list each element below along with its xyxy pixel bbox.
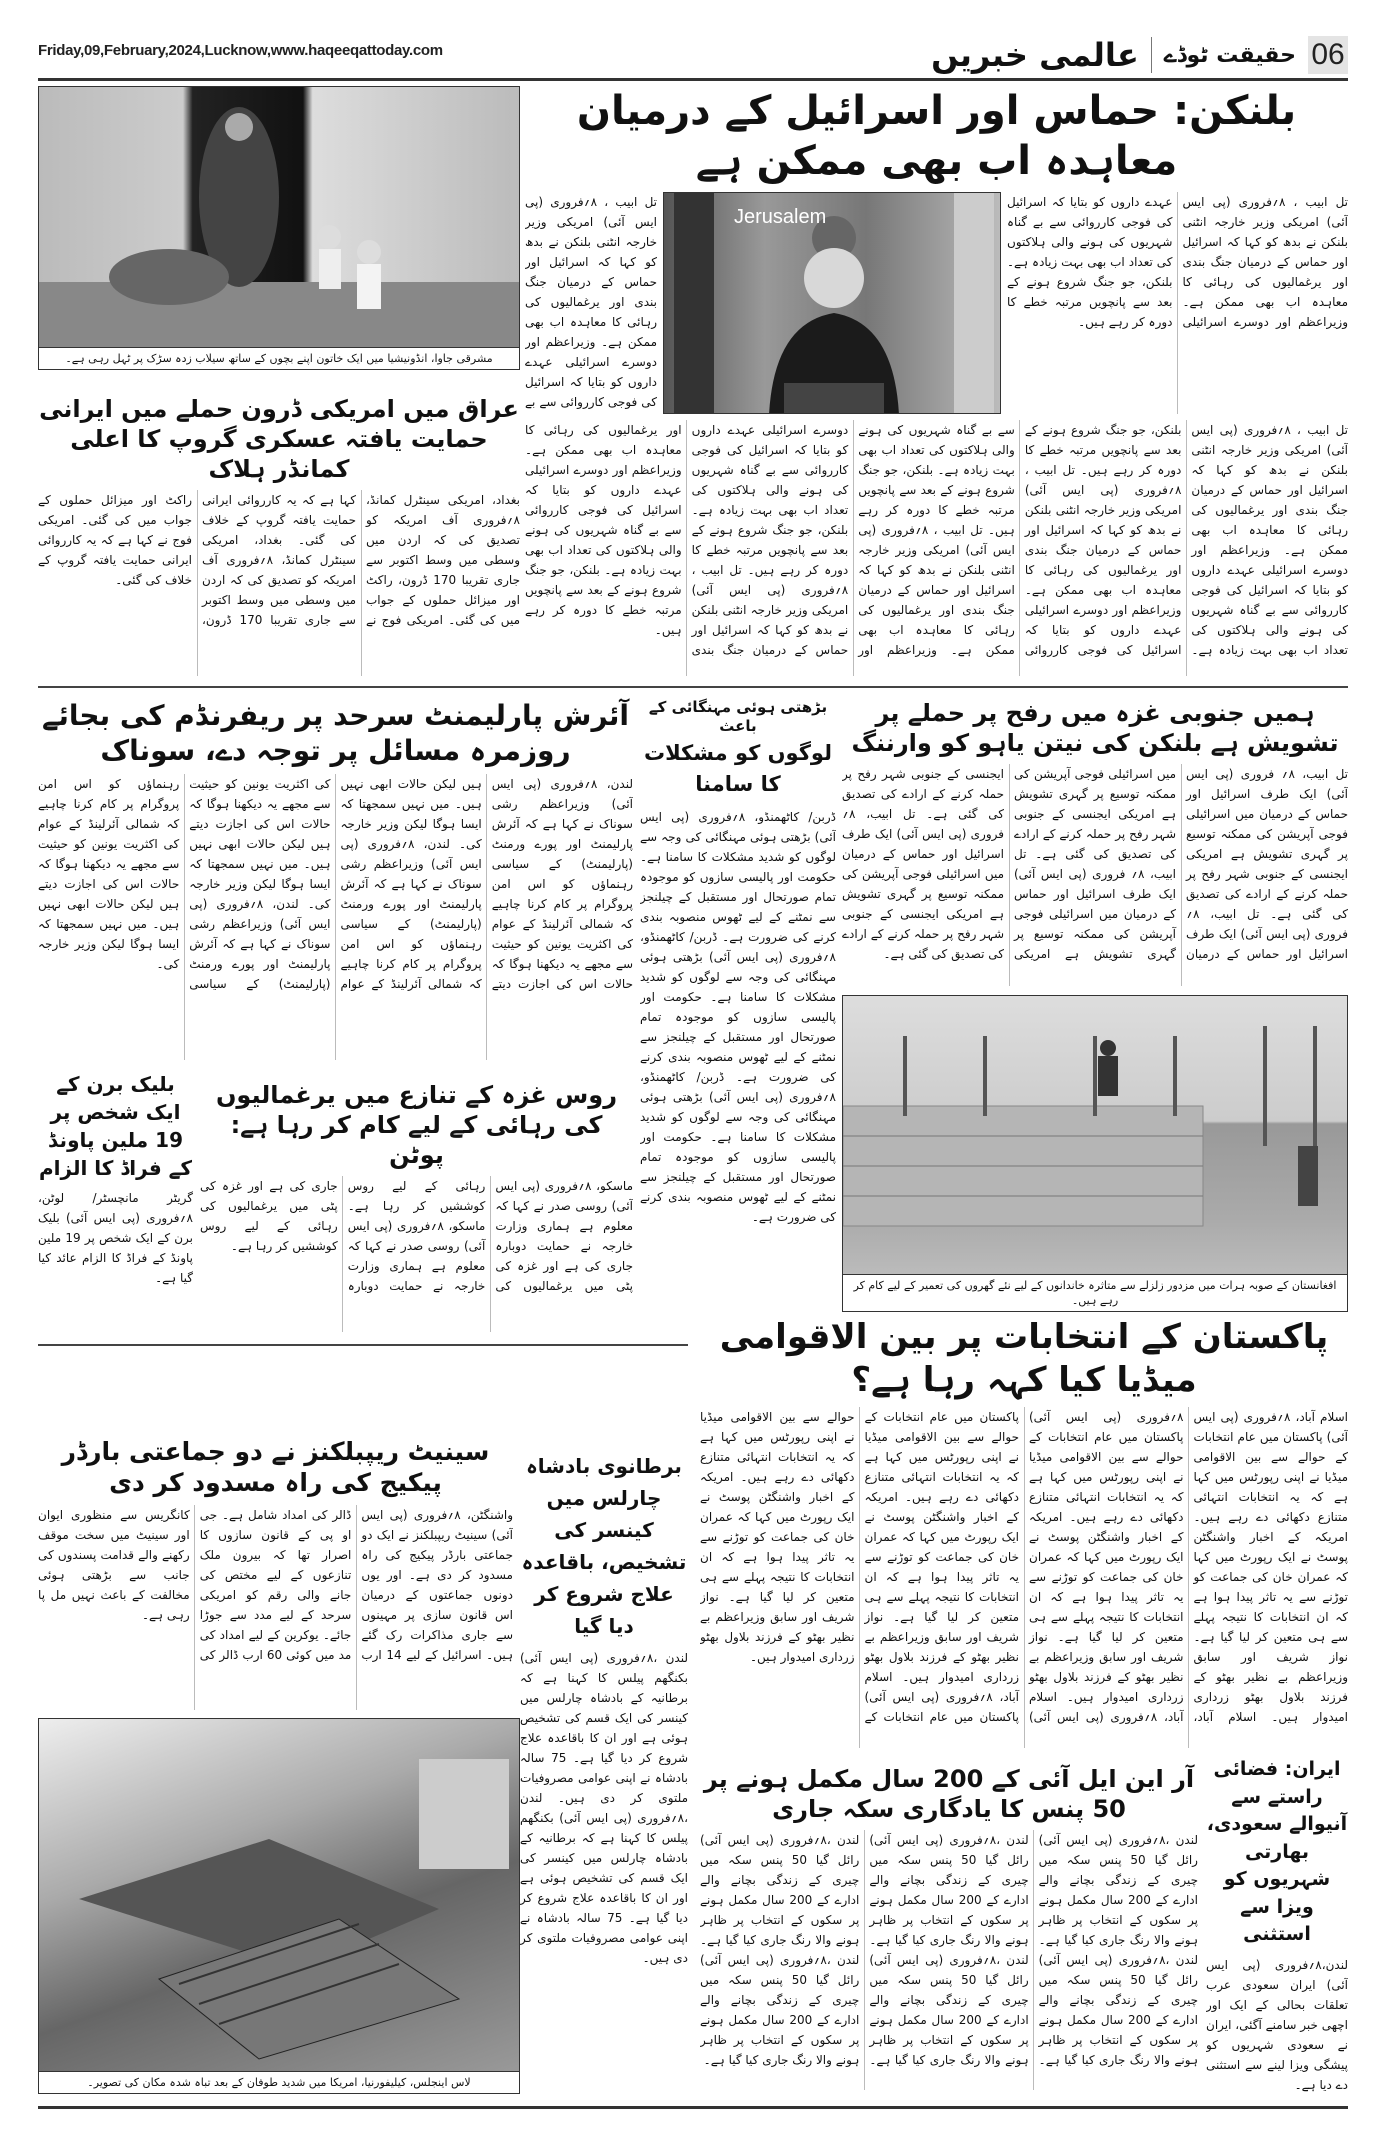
flood-photo-illustration <box>39 87 520 348</box>
iraq-article <box>38 394 520 676</box>
section-rule-1 <box>38 686 1348 688</box>
blackburn-article <box>38 1070 193 1334</box>
dateline: Friday,09,February,2024,Lucknow,www.haqeeqattoday.com <box>38 42 443 59</box>
irish-headline: آئرش پارلیمنٹ سرحد پر ریفرنڈم کی بجائے روزمرہ مسائل پر توجہ دے، سوناک <box>42 699 629 767</box>
irish-body: لندن، ۸؍فروری (پی ایس آئی) وزیراعظم رشی سوناک نے کہا ہے کہ آئرش پارلیمنٹ اور پورے ورمنٹ (پارلیمنٹ) کے سیاسی رہنماؤں کو اس امن پروگرام پر کام کرنا چاہیے کہ شمالی آئرلینڈ کے عوام کی اکثریت یونین کو حیثیت سے مجھے یہ دیکھنا ہوگا کہ حالات اس کی اجازت دیتے ہیں لیکن حالات ابھی نہیں ہیں۔ میں نہیں سمجھتا کہ ایسا ہوگا لیکن وزیر خارجہ کی۔ لندن، ۸؍فروری (پی ایس آئی) وزیراعظم رشی سوناک نے کہا ہے کہ آئرش پارلیمنٹ اور پورے ورمنٹ (پارلیمنٹ) کے سیاسی رہنماؤں کو اس امن پروگرام پر کام کرنا چاہیے کہ شمالی آئرلینڈ کے عوام کی اکثریت یونین کو حیثیت سے مجھے یہ دیکھنا ہوگا کہ حالات اس کی اجازت دیتے ہیں لیکن حالات ابھی نہیں ہیں۔ میں نہیں سمجھتا کہ ایسا ہوگا لیکن وزیر خارجہ کی۔ لندن، ۸؍فروری (پی ایس آئی) وزیراعظم رشی سوناک نے کہا ہے کہ آئرش پارلیمنٹ اور پورے ورمنٹ (پارلیمنٹ) کے سیاسی رہنماؤں کو اس امن پروگرام پر کام کرنا چاہیے کہ شمالی آئرلینڈ کے عوام کی اکثریت یونین کو حیثیت سے مجھے یہ دیکھنا ہوگا کہ حالات اس کی اجازت دیتے ہیں لیکن حالات ابھی نہیں ہیں۔ میں نہیں سمجھتا کہ ایسا ہوگا لیکن وزیر خارجہ کی۔ <box>38 777 633 991</box>
flood-photo <box>38 86 520 348</box>
iran-body: لندن،۸؍فروری (پی ایس آئی) ایران سعودی عرب تعلقات بحالی کے ایک اور اچھی خبر سامنے آگئی، ایران نے سعودی شہریوں کو پیشگی ویزا لینے سے استثنی دے دیا ہے۔ <box>1206 1957 1348 2092</box>
blinken-body-right: تل ابیب ، ۸؍فروری (پی ایس آئی) امریکی وزیر خارجہ انٹنی بلنکن نے بدھ کو کہا کہ اسرائیل اور حماس کے درمیان جنگ بندی اور یرغمالیوں کی رہائی کا معاہدہ اب بھی ممکن ہے۔ وزیراعظم اور دوسرے اسرائیلی عہدے داروں کو بتایا کہ اسرائیل کی فوجی کارروائی سے بے گناہ شہریوں کی ہونے والی ہلاکتوں کی تعداد اب بھی بہت زیادہ ہے۔ بلنکن، جو جنگ شروع ہونے کے بعد سے پانچویں مرتبہ خطے کا دورہ کر رہے ہیں۔ <box>1007 195 1348 329</box>
pakistan-body: اسلام آباد، ۸؍فروری (پی ایس آئی) پاکستان میں عام انتخابات کے حوالے سے بین الاقوامی میڈیا نے اپنی رپورٹس میں کہا ہے کہ یہ انتخابات انتہائی متنازع دکھائی دے رہے ہیں۔ امریکہ کے اخبار واشنگٹن پوسٹ نے ایک رپورٹ میں کہا کہ عمران خان کی جماعت کو توڑنے سے یہ تاثر پیدا ہوا ہے کہ ان انتخابات کا نتیجہ پہلے سے ہی متعین کر لیا گیا ہے۔ نواز شریف اور سابق وزیراعظم بے نظیر بھٹو کے فرزند بلاول بھٹو زرداری امیدوار ہیں۔ اسلام آباد، ۸؍فروری (پی ایس آئی) پاکستان میں عام انتخابات کے حوالے سے بین الاقوامی میڈیا نے اپنی رپورٹس میں کہا ہے کہ یہ انتخابات انتہائی متنازع دکھائی دے رہے ہیں۔ امریکہ کے اخبار واشنگٹن پوسٹ نے ایک رپورٹ میں کہا کہ عمران خان کی جماعت کو توڑنے سے یہ تاثر پیدا ہوا ہے کہ ان انتخابات کا نتیجہ پہلے سے ہی متعین کر لیا گیا ہے۔ نواز شریف اور سابق وزیراعظم بے نظیر بھٹو کے فرزند بلاول بھٹو زرداری امیدوار ہیں۔ اسلام آباد، ۸؍فروری (پی ایس آئی) پاکستان میں عام انتخابات کے حوالے سے بین الاقوامی میڈیا نے اپنی رپورٹس میں کہا ہے کہ یہ انتخابات انتہائی متنازع دکھائی دے رہے ہیں۔ امریکہ کے اخبار واشنگٹن پوسٹ نے ایک رپورٹ میں کہا کہ عمران خان کی جماعت کو توڑنے سے یہ تاثر پیدا ہوا ہے کہ ان انتخابات کا نتیجہ پہلے سے ہی متعین کر لیا گیا ہے۔ نواز شریف اور سابق وزیراعظم بے نظیر بھٹو کے فرزند بلاول بھٹو زرداری امیدوار ہیں۔ اسلام آباد، ۸؍فروری (پی ایس آئی) پاکستان میں عام انتخابات کے حوالے سے بین الاقوامی میڈیا نے اپنی رپورٹس میں کہا ہے کہ یہ انتخابات انتہائی متنازع دکھائی دے رہے ہیں۔ امریکہ کے اخبار واشنگٹن پوسٹ نے ایک رپورٹ میں کہا کہ عمران خان کی جماعت کو توڑنے سے یہ تاثر پیدا ہوا ہے کہ ان انتخابات کا نتیجہ پہلے سے ہی متعین کر لیا گیا ہے۔ نواز شریف اور سابق وزیراعظم بے نظیر بھٹو کے فرزند بلاول بھٹو زرداری امیدوار ہیں۔ <box>700 1410 1348 1724</box>
iran-article <box>1206 1756 1348 2092</box>
masthead-divider <box>1151 37 1152 73</box>
putin-body: ماسکو، ۸؍فروری (پی ایس آئی) روسی صدر نے کہا کہ معلوم ہے ہماری وزارت خارجہ نے حمایت دوبارہ جاری کی ہے اور غزہ کی پٹی میں یرغمالیوں کی رہائی کے لیے روس کوششیں کر رہا ہے۔ ماسکو، ۸؍فروری (پی ایس آئی) روسی صدر نے کہا کہ معلوم ہے ہماری وزارت خارجہ نے حمایت دوبارہ جاری کی ہے اور غزہ کی پٹی میں یرغمالیوں کی رہائی کے لیے روس کوششیں کر رہا ہے۔ <box>200 1179 633 1293</box>
page-number: 06 <box>1308 36 1348 74</box>
blinken-top-row <box>525 192 1348 414</box>
afghan-photo-caption: افغانستان کے صوبہ ہرات میں مزدور زلزلے سے متاثرہ خاندانوں کے لیے نئے گھروں کی تعمیر کے لیے کام کر رہے ہیں۔ <box>842 1275 1348 1312</box>
masthead-rule <box>38 78 1348 81</box>
senate-body: واشنگٹن، ۸؍فروری (پی ایس آئی) سینیٹ ریپبلکنز نے ایک دو جماعتی بارڈر پیکیج کی راہ مسدود کر دی ہے۔ اور یوں دونوں جماعتوں کے درمیان اس قانون سازی پر مہینوں سے جاری مذاکرات رک گئے ہیں۔ اسرائیل کے لیے 14 ارب ڈالر کی امداد شامل ہے۔ جی او پی کے قانون سازوں کا اصرار تھا کہ بیرون ملک تنازعوں کے لیے مختص کی جانے والی رقم کو امریکی سرحد کے لیے مدد سے جوڑا جائے۔ یوکرین کے لیے امداد کی مد میں کوئی 60 ارب ڈالر کی کانگریس سے منظوری ایوان اور سینیٹ میں سخت موقف رکھنے والے قدامت پسندوں کی جانب سے بڑھتی ہوئی مخالفت کے باعث نہیں مل پا رہی ہے۔ <box>38 1507 513 1662</box>
king-headline: برطانوی بادشاہ چارلس میں کینسر کی تشخیص، باقاعدہ علاج شروع کر دیا گیا <box>521 1454 687 1638</box>
brand-logo: حقیقت ٹوڈے <box>1163 42 1296 68</box>
jerusalem-sign: Jerusalem <box>734 206 827 228</box>
blinken-photo-illustration <box>664 193 1001 414</box>
ril-body: لندن ،۸؍فروری (پی ایس آئی) رائل گیا 50 پنس سکہ میں چیری کے زندگی بچانے والے ادارے کے 200 سال مکمل ہونے پر سکوں کے انتخاب پر ظاہر ہونے والا رنگ جاری کیا گیا ہے۔ لندن ،۸؍فروری (پی ایس آئی) رائل گیا 50 پنس سکہ میں چیری کے زندگی بچانے والے ادارے کے 200 سال مکمل ہونے پر سکوں کے انتخاب پر ظاہر ہونے والا رنگ جاری کیا گیا ہے۔ لندن ،۸؍فروری (پی ایس آئی) رائل گیا 50 پنس سکہ میں چیری کے زندگی بچانے والے ادارے کے 200 سال مکمل ہونے پر سکوں کے انتخاب پر ظاہر ہونے والا رنگ جاری کیا گیا ہے۔ لندن ،۸؍فروری (پی ایس آئی) رائل گیا 50 پنس سکہ میں چیری کے زندگی بچانے والے ادارے کے 200 سال مکمل ہونے پر سکوں کے انتخاب پر ظاہر ہونے والا رنگ جاری کیا گیا ہے۔ لندن ،۸؍فروری (پی ایس آئی) رائل گیا 50 پنس سکہ میں چیری کے زندگی بچانے والے ادارے کے 200 سال مکمل ہونے پر سکوں کے انتخاب پر ظاہر ہونے والا رنگ جاری کیا گیا ہے۔ لندن ،۸؍فروری (پی ایس آئی) رائل گیا 50 پنس سکہ میں چیری کے زندگی بچانے والے ادارے کے 200 سال مکمل ہونے پر سکوں کے انتخاب پر ظاہر ہونے والا رنگ جاری کیا گیا ہے۔ <box>700 1833 1198 2067</box>
inflation-body: ڈربن/ کاٹھمنڈو، ۸؍فروری (پی ایس آئی) بڑھتی ہوئی مہنگائی کی وجہ سے لوگوں کو شدید مشکلات کا سامنا ہے۔ حکومت اور پالیسی سازوں کو موجودہ تمام صورتحال اور مستقبل کے چیلنجز سے نمٹنے کے لیے ٹھوس منصوبہ بندی کرنے کی ضرورت ہے۔ ڈربن/ کاٹھمنڈو، ۸؍فروری (پی ایس آئی) بڑھتی ہوئی مہنگائی کی وجہ سے لوگوں کو شدید مشکلات کا سامنا ہے۔ حکومت اور پالیسی سازوں کو موجودہ تمام صورتحال اور مستقبل کے چیلنجز سے نمٹنے کے لیے ٹھوس منصوبہ بندی کرنے کی ضرورت ہے۔ ڈربن/ کاٹھمنڈو، ۸؍فروری (پی ایس آئی) بڑھتی ہوئی مہنگائی کی وجہ سے لوگوں کو شدید مشکلات کا سامنا ہے۔ حکومت اور پالیسی سازوں کو موجودہ تمام صورتحال اور مستقبل کے چیلنجز سے نمٹنے کے لیے ٹھوس منصوبہ بندی کرنے کی ضرورت ہے۔ <box>640 809 836 1224</box>
gaza-warning-body: تل ابیب، ۸؍ فروری (پی ایس آئی) ایک طرف اسرائیل اور حماس کے درمیان میں اسرائیلی فوجی آپریشن کی ممکنہ توسیع پر گہری تشویش ہے امریکی ایجنسی کے جنوبی شہر رفح پر حملہ کرنے کے ارادے کی تصدیق کی گئی ہے۔ تل ابیب، ۸؍ فروری (پی ایس آئی) ایک طرف اسرائیل اور حماس کے درمیان میں اسرائیلی فوجی آپریشن کی ممکنہ توسیع پر گہری تشویش ہے امریکی ایجنسی کے جنوبی شہر رفح پر حملہ کرنے کے ارادے کی تصدیق کی گئی ہے۔ تل ابیب، ۸؍ فروری (پی ایس آئی) ایک طرف اسرائیل اور حماس کے درمیان میں اسرائیلی فوجی آپریشن کی ممکنہ توسیع پر گہری تشویش ہے امریکی ایجنسی کے جنوبی شہر رفح پر حملہ کرنے کے ارادے کی تصدیق کی گئی ہے۔ تل ابیب، ۸؍ فروری (پی ایس آئی) ایک طرف اسرائیل اور حماس کے درمیان میں اسرائیلی فوجی آپریشن کی ممکنہ توسیع پر گہری تشویش ہے امریکی ایجنسی کے جنوبی شہر رفح پر حملہ کرنے کے ارادے کی تصدیق کی گئی ہے۔ <box>842 767 1348 961</box>
blackburn-body: گریٹر مانچسٹر/ لوٹن، ۸؍فروری (پی ایس آئی) بلیک برن کے ایک شخص پر 19 ملین پاونڈ کے فراڈ کا الزام عائد کیا گیا ہے۔ <box>38 1191 193 1285</box>
senate-article <box>38 1436 513 1710</box>
king-body: لندن ،۸؍فروری (پی ایس آئی) بکنگھم پیلس کا کہنا ہے کہ برطانیہ کے بادشاہ چارلس میں کینسر کی ایک قسم کی تشخیص ہوئی ہے اور ان کا باقاعدہ علاج شروع کر دیا گیا ہے۔ 75 سالہ بادشاہ نے اپنی عوامی مصروفیات ملتوی کر دی ہیں۔ لندن ،۸؍فروری (پی ایس آئی) بکنگھم پیلس کا کہنا ہے کہ برطانیہ کے بادشاہ چارلس میں کینسر کی ایک قسم کی تشخیص ہوئی ہے اور ان کا باقاعدہ علاج شروع کر دیا گیا ہے۔ 75 سالہ بادشاہ نے اپنی عوامی مصروفیات ملتوی کر دی ہیں۔ <box>520 1651 688 1965</box>
senate-headline: سینیٹ ریپبلکنز نے دو جماعتی بارڈر پیکیج کی راہ مسدود کر دی <box>61 1437 490 1498</box>
afghan-construction-photo <box>842 995 1348 1275</box>
section-rule-2 <box>38 1344 688 1346</box>
flood-photo-caption: مشرقی جاوا، انڈونیشیا میں ایک خاتون اپنے بچوں کے ساتھ سیلاب زدہ سڑک پر ٹہل رہی ہے۔ <box>38 348 520 370</box>
putin-headline: روس غزہ کے تنازع میں یرغمالیوں کی رہائی کے لیے کام کر رہا ہے: پوٹن <box>215 1081 618 1169</box>
iran-headline: ایران: فضائی راستے سے آنیوالے سعودی، بھارتی شہریوں کو ویزا سے استثنی <box>1206 1758 1348 1946</box>
blinken-article <box>525 86 1348 676</box>
blackburn-headline: بلیک برن کے ایک شخص پر 19 ملین پاونڈ کے فراڈ کا الزام <box>39 1072 192 1180</box>
blinken-photo <box>663 192 1001 414</box>
afghan-photo-illustration <box>843 996 1348 1275</box>
blinken-headline: بلنکن: حماس اور اسرائیل کے درمیان معاہدہ اب بھی ممکن ہے <box>576 88 1297 184</box>
pakistan-headline: پاکستان کے انتخابات پر بین الاقوامی میڈیا کیا کہہ رہا ہے؟ <box>719 1317 1329 1400</box>
footer-rule <box>38 2106 1348 2109</box>
section-title: عالمی خبریں <box>931 36 1139 74</box>
storm-photo-caption: لاس اینجلس، کیلیفورنیا، امریکا میں شدید طوفان کے بعد تباہ شدہ مکان کی تصویر۔ <box>38 2072 520 2094</box>
iraq-headline: عراق میں امریکی ڈرون حملے میں ایرانی حمایت یافتہ عسکری گروپ کا اعلی کمانڈر ہلاک <box>39 395 519 483</box>
masthead <box>931 36 1348 74</box>
inflation-headline-top: بڑھتی ہوئی مہنگائی کے باعث <box>648 698 828 735</box>
pakistan-article <box>700 1316 1348 1748</box>
inflation-article <box>640 698 836 1298</box>
ril-article <box>700 1764 1198 2090</box>
putin-article <box>200 1080 633 1332</box>
storm-photo-illustration <box>39 1719 520 2072</box>
gaza-warning-article <box>842 698 1348 986</box>
gaza-warning-headline: ہمیں جنوبی غزہ میں رفح پر حملے پر تشویش ہے بلنکن کی نیتن یاہو کو وارننگ <box>851 699 1339 757</box>
irish-article <box>38 698 633 1060</box>
king-article <box>520 1450 688 2086</box>
ril-headline: آر این ایل آئی کے 200 سال مکمل ہونے پر 50 پنس کا یادگاری سکہ جاری <box>703 1765 1195 1823</box>
storm-damage-photo <box>38 1718 520 2072</box>
blinken-body-bottom: تل ابیب ، ۸؍فروری (پی ایس آئی) امریکی وزیر خارجہ انٹنی بلنکن نے بدھ کو کہا کہ اسرائیل اور حماس کے درمیان جنگ بندی اور یرغمالیوں کی رہائی کا معاہدہ اب بھی ممکن ہے۔ وزیراعظم اور دوسرے اسرائیلی عہدے داروں کو بتایا کہ اسرائیل کی فوجی کارروائی سے بے گناہ شہریوں کی ہونے والی ہلاکتوں کی تعداد اب بھی بہت زیادہ ہے۔ بلنکن، جو جنگ شروع ہونے کے بعد سے پانچویں مرتبہ خطے کا دورہ کر رہے ہیں۔ تل ابیب ، ۸؍فروری (پی ایس آئی) امریکی وزیر خارجہ انٹنی بلنکن نے بدھ کو کہا کہ اسرائیل اور حماس کے درمیان جنگ بندی اور یرغمالیوں کی رہائی کا معاہدہ اب بھی ممکن ہے۔ وزیراعظم اور دوسرے اسرائیلی عہدے داروں کو بتایا کہ اسرائیل کی فوجی کارروائی سے بے گناہ شہریوں کی ہونے والی ہلاکتوں کی تعداد اب بھی بہت زیادہ ہے۔ بلنکن، جو جنگ شروع ہونے کے بعد سے پانچویں مرتبہ خطے کا دورہ کر رہے ہیں۔ تل ابیب ، ۸؍فروری (پی ایس آئی) امریکی وزیر خارجہ انٹنی بلنکن نے بدھ کو کہا کہ اسرائیل اور حماس کے درمیان جنگ بندی اور یرغمالیوں کی رہائی کا معاہدہ اب بھی ممکن ہے۔ وزیراعظم اور دوسرے اسرائیلی عہدے داروں کو بتایا کہ اسرائیل کی فوجی کارروائی سے بے گناہ شہریوں کی ہونے والی ہلاکتوں کی تعداد اب بھی بہت زیادہ ہے۔ بلنکن، جو جنگ شروع ہونے کے بعد سے پانچویں مرتبہ خطے کا دورہ کر رہے ہیں۔ تل ابیب ، ۸؍فروری (پی ایس آئی) امریکی وزیر خارجہ انٹنی بلنکن نے بدھ کو کہا کہ اسرائیل اور حماس کے درمیان جنگ بندی اور یرغمالیوں کی رہائی کا معاہدہ اب بھی ممکن ہے۔ وزیراعظم اور دوسرے اسرائیلی عہدے داروں کو بتایا کہ اسرائیل کی فوجی کارروائی سے بے گناہ شہریوں کی ہونے والی ہلاکتوں کی تعداد اب بھی بہت زیادہ ہے۔ بلنکن، جو جنگ شروع ہونے کے بعد سے پانچویں مرتبہ خطے کا دورہ کر رہے ہیں۔ <box>525 423 1348 657</box>
inflation-headline-bottom: لوگوں کو مشکلات کا سامنا <box>644 740 832 796</box>
iraq-body: بغداد، امریکی سینٹرل کمانڈ، ۸؍فروری آف امریکہ کو تصدیق کی کہ اردن میں وسطی میں وسط اکتوبر سے جاری تقریبا 170 ڈرون، راکٹ اور میزائل حملوں کے جواب میں کی گئی۔ امریکی فوج نے کہا ہے کہ یہ کارروائی ایرانی حمایت یافتہ گروپ کے خلاف کی گئی۔ بغداد، امریکی سینٹرل کمانڈ، ۸؍فروری آف امریکہ کو تصدیق کی کہ اردن میں وسطی میں وسط اکتوبر سے جاری تقریبا 170 ڈرون، راکٹ اور میزائل حملوں کے جواب میں کی گئی۔ امریکی فوج نے کہا ہے کہ یہ کارروائی ایرانی حمایت یافتہ گروپ کے خلاف کی گئی۔ <box>38 493 520 627</box>
blinken-body-left: تل ابیب ، ۸؍فروری (پی ایس آئی) امریکی وزیر خارجہ انٹنی بلنکن نے بدھ کو کہا کہ اسرائیل اور حماس کے درمیان جنگ بندی اور یرغمالیوں کی رہائی کا معاہدہ اب بھی ممکن ہے۔ وزیراعظم اور دوسرے اسرائیلی عہدے داروں کو بتایا کہ اسرائیل کی فوجی کارروائی سے بے <box>525 195 657 409</box>
